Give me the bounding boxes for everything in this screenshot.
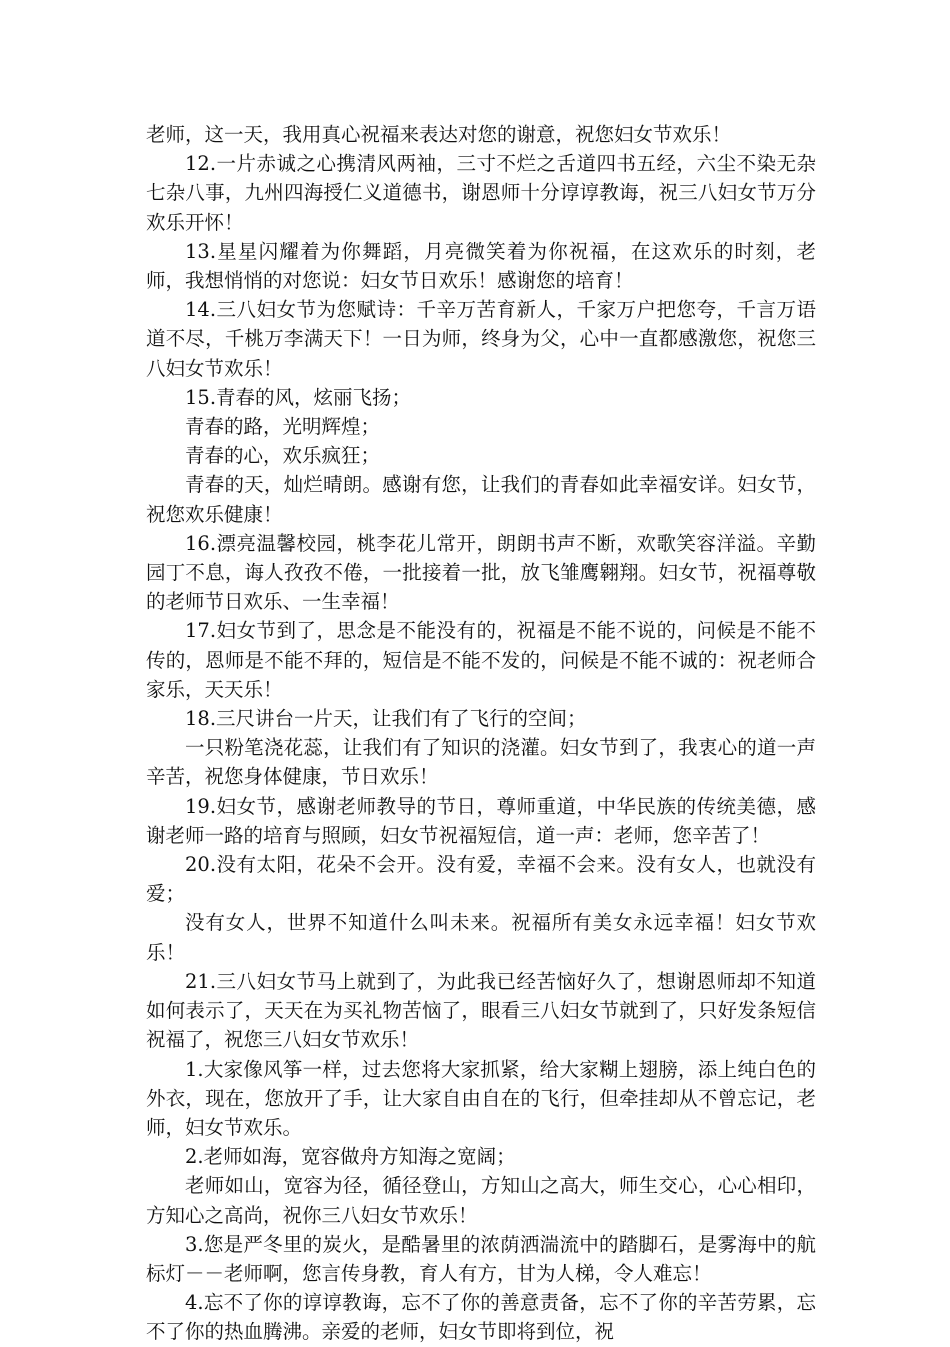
paragraph-2-line-2: 老师如山，宽容为径，循径登山，方知山之高大，师生交心，心心相印，方知心之高尚，祝你三八妇女节欢乐！ <box>146 1174 816 1227</box>
paragraph-20-line-2: 没有女人，世界不知道什么叫未来。祝福所有美女永远幸福！妇女节欢乐！ <box>146 911 816 964</box>
paragraph-18-line-1: 18.三尺讲台一片天，让我们有了飞行的空间； <box>185 707 587 731</box>
paragraph-14: 14.三八妇女节为您赋诗：千辛万苦育新人，千家万户把您夸，千言万语道不尽，千桃万李满天下！一日为师，终身为父，心中一直都感激您，祝您三八妇女节欢乐！ <box>146 298 816 380</box>
paragraph-0: 老师，这一天，我用真心祝福来表达对您的谢意，祝您妇女节欢乐！ <box>146 123 732 146</box>
paragraph-21: 21.三八妇女节马上就到了，为此我已经苦恼好久了，想谢恩师却不知道如何表示了，天天在为买礼物苦恼了，眼看三八妇女节就到了，只好发条短信祝福了，祝您三八妇女节欢乐！ <box>146 969 816 1052</box>
paragraph-12: 12.一片赤诚之心携清风两袖，三寸不烂之舌道四书五经，六尘不染无杂七杂八事，九州四海授仁义道德书，谢恩师十分谆谆教诲，祝三八妇女节万分欢乐开怀！ <box>146 152 816 234</box>
paragraph-3: 3.您是严冬里的炭火，是酷暑里的浓荫洒湍流中的踏脚石，是雾海中的航标灯－－老师啊，您言传身教，育人有方，甘为人梯，令人难忘！ <box>146 1232 816 1285</box>
paragraph-15-line-3: 青春的心，欢乐疯狂； <box>185 444 381 468</box>
paragraph-20-line-1: 20.没有太阳，花朵不会开。没有爱，幸福不会来。没有女人，也就没有爱； <box>146 853 816 906</box>
paragraph-19: 19.妇女节，感谢老师教导的节日，尊师重道，中华民族的传统美德，感谢老师一路的培育与照顾，妇女节祝福短信，道一声：老师，您辛苦了！ <box>146 794 816 847</box>
document-body <box>146 120 816 1347</box>
paragraph-16: 16.漂亮温馨校园，桃李花儿常开，朗朗书声不断，欢歌笑容洋溢。辛勤园丁不息，诲人孜孜不倦，一批接着一批，放飞雏鹰翱翔。妇女节，祝福尊敬的老师节日欢乐、一生幸福！ <box>146 531 816 614</box>
paragraph-4: 4.忘不了你的谆谆教诲，忘不了你的善意责备，忘不了你的辛苦劳累，忘不了你的热血腾沸。亲爱的老师，妇女节即将到位，祝 <box>146 1291 816 1344</box>
paragraph-15-line-4: 青春的天，灿烂晴朗。感谢有您，让我们的青春如此幸福安详。妇女节，祝您欢乐健康！ <box>146 473 816 526</box>
paragraph-18-line-2: 一只粉笔浇花蕊，让我们有了知识的浇灌。妇女节到了，我衷心的道一声辛苦，祝您身体健康，节日欢乐！ <box>146 736 816 789</box>
paragraph-1: 1.大家像风筝一样，过去您将大家抓紧，给大家糊上翅膀，添上纯白色的外衣，现在，您放开了手，让大家自由自在的飞行，但牵挂却从不曾忘记，老师，妇女节欢乐。 <box>146 1057 816 1139</box>
paragraph-13: 13.星星闪耀着为你舞蹈，月亮微笑着为你祝福，在这欢乐的时刻，老师，我想悄悄的对您说：妇女节日欢乐！感谢您的培育！ <box>146 239 816 293</box>
paragraph-2-line-1: 2.老师如海，宽容做舟方知海之宽阔； <box>185 1145 516 1169</box>
paragraph-15-line-1: 15.青春的风，炫丽飞扬； <box>185 385 412 409</box>
paragraph-17: 17.妇女节到了，思念是不能没有的，祝福是不能不说的，问候是不能不传的，恩师是不能不拜的，短信是不能不发的，问候是不能不诚的：祝老师合家乐，天天乐！ <box>146 619 816 701</box>
paragraph-15-line-2: 青春的路，光明辉煌； <box>185 415 381 439</box>
